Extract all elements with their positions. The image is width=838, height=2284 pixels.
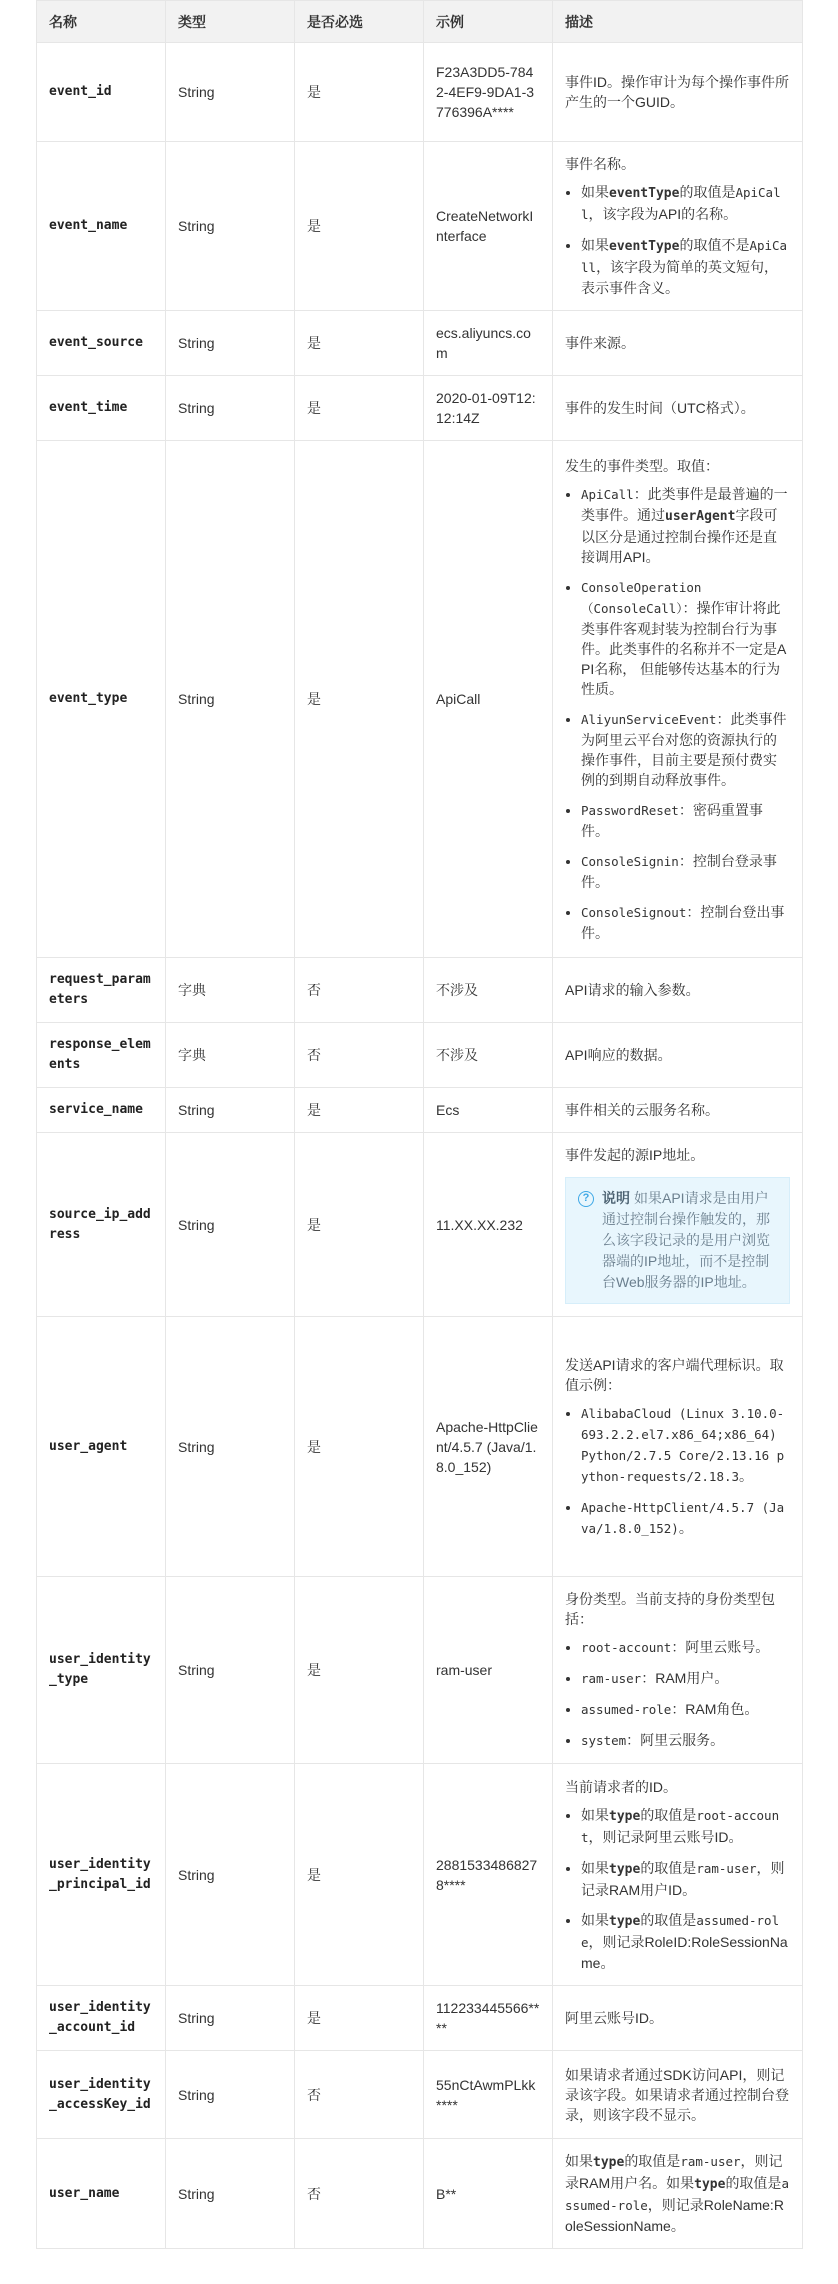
field-name: user_name <box>37 2139 166 2249</box>
field-description: API响应的数据。 <box>553 1023 803 1088</box>
header-description: 描述 <box>553 1 803 43</box>
field-type: String <box>166 1764 295 1986</box>
header-required: 是否必选 <box>295 1 424 43</box>
field-required: 否 <box>295 1023 424 1088</box>
field-type: String <box>166 43 295 142</box>
field-required: 否 <box>295 2139 424 2249</box>
field-example: B** <box>424 2139 553 2249</box>
help-icon: ? <box>578 1191 594 1207</box>
field-required: 是 <box>295 311 424 376</box>
field-required: 是 <box>295 142 424 311</box>
header-example: 示例 <box>424 1 553 43</box>
field-type: String <box>166 1577 295 1764</box>
field-type: 字典 <box>166 1023 295 1088</box>
field-type: String <box>166 1986 295 2051</box>
list-item: • 如果eventType的取值是ApiCall，该字段为API的名称。 <box>581 182 790 225</box>
list-item: • assumed-role：RAM角色。 <box>581 1699 790 1720</box>
field-name: event_id <box>37 43 166 142</box>
field-required: 是 <box>295 1088 424 1133</box>
field-name: event_source <box>37 311 166 376</box>
field-required: 是 <box>295 1577 424 1764</box>
field-name: response_elements <box>37 1023 166 1088</box>
field-example: 28815334868278**** <box>424 1764 553 1986</box>
field-name: event_name <box>37 142 166 311</box>
field-name: request_parameters <box>37 958 166 1023</box>
table-row <box>37 2051 803 2139</box>
field-example: F23A3DD5-7842-4EF9-9DA1-3776396A**** <box>424 43 553 142</box>
field-type: String <box>166 142 295 311</box>
field-example: ecs.aliyuncs.com <box>424 311 553 376</box>
table-row <box>37 441 803 958</box>
field-type: String <box>166 311 295 376</box>
field-description: 发生的事件类型。取值： • ApiCall：此类事件是最普遍的一类事件。通过userAgent字段可以区分是通过控制台操作还是直接调用API。 • ConsoleOperation （ConsoleCall）：操作审计将此类事件客观封装为控制台行为事件。此类事件的名称并不一定是API名称， 但能够传达基本的行为性质。 • AliyunServiceEvent：此类事件为阿里云平台对您的资源执行的操作事件，目前主要是预付费实例的到期自动释放事件。 • PasswordReset：密码重置事件。 • ConsoleSignin：控制台登录事件。 • ConsoleSignout：控制台登出事件。 <box>553 441 803 958</box>
field-type: String <box>166 1088 295 1133</box>
table-row <box>37 1986 803 2051</box>
list-item: • AlibabaCloud (Linux 3.10.0-693.2.2.el7.x86_64;x86_64) Python/2.7.5 Core/2.13.16 python-requests/2.18.3。 <box>581 1403 790 1487</box>
field-name: source_ip_address <box>37 1133 166 1317</box>
table-row <box>37 311 803 376</box>
field-type: String <box>166 441 295 958</box>
list-item: • 如果type的取值是assumed-role，则记录RoleID:RoleSessionName。 <box>581 1910 790 1973</box>
field-example: ram-user <box>424 1577 553 1764</box>
field-required: 是 <box>295 441 424 958</box>
note-text: 如果API请求是由用户通过控制台操作触发的，那么该字段记录的是用户浏览器端的IP地址，而不是控制台Web服务器的IP地址。 <box>602 1190 770 1290</box>
list-item: • Apache-HttpClient/4.5.7 (Java/1.8.0_152)。 <box>581 1497 790 1539</box>
field-description: API请求的输入参数。 <box>553 958 803 1023</box>
table-row <box>37 43 803 142</box>
list-item: • ConsoleOperation （ConsoleCall）：操作审计将此类事件客观封装为控制台行为事件。此类事件的名称并不一定是API名称， 但能够传达基本的行为性质。 <box>581 577 790 699</box>
list-item: • 如果eventType的取值不是ApiCall，该字段为简单的英文短句，表示事件含义。 <box>581 235 790 298</box>
field-name: user_identity_principal_id <box>37 1764 166 1986</box>
field-description: 阿里云账号ID。 <box>553 1986 803 2051</box>
field-example: 不涉及 <box>424 958 553 1023</box>
field-type: String <box>166 2139 295 2249</box>
table-row <box>37 142 803 311</box>
table-header-row <box>37 1 803 43</box>
list-item: • 如果type的取值是root-account，则记录阿里云账号ID。 <box>581 1805 790 1848</box>
list-item: • ApiCall：此类事件是最普遍的一类事件。通过userAgent字段可以区分是通过控制台操作还是直接调用API。 <box>581 484 790 567</box>
field-description: 当前请求者的ID。 • 如果type的取值是root-account，则记录阿里云账号ID。 • 如果type的取值是ram-user，则记录RAM用户ID。 • 如果type的取值是assumed-role，则记录RoleID:RoleSessionName。 <box>553 1764 803 1986</box>
field-name: service_name <box>37 1088 166 1133</box>
field-type: String <box>166 1133 295 1317</box>
field-description: 事件名称。 • 如果eventType的取值是ApiCall，该字段为API的名称。 • 如果eventType的取值不是ApiCall，该字段为简单的英文短句，表示事件含义。 <box>553 142 803 311</box>
field-required: 否 <box>295 2051 424 2139</box>
table-row <box>37 1764 803 1986</box>
table-row <box>37 1023 803 1088</box>
note-box <box>565 1177 790 1304</box>
list-item: • AliyunServiceEvent：此类事件为阿里云平台对您的资源执行的操作事件，目前主要是预付费实例的到期自动释放事件。 <box>581 709 790 790</box>
field-example: Apache-HttpClient/4.5.7 (Java/1.8.0_152) <box>424 1317 553 1577</box>
field-description: 事件相关的云服务名称。 <box>553 1088 803 1133</box>
field-example: 55nCtAwmPLkk**** <box>424 2051 553 2139</box>
header-name: 名称 <box>37 1 166 43</box>
list-item: • PasswordReset：密码重置事件。 <box>581 800 790 841</box>
field-required: 是 <box>295 43 424 142</box>
field-required: 是 <box>295 1317 424 1577</box>
field-name: user_identity_type <box>37 1577 166 1764</box>
field-required: 是 <box>295 1133 424 1317</box>
field-description: 事件发起的源IP地址。 ? 说明 如果API请求是由用户通过控制台操作触发的，那么该字段记录的是用户浏览器端的IP地址，而不是控制台Web服务器的IP地址。 <box>553 1133 803 1317</box>
field-example: 11.XX.XX.232 <box>424 1133 553 1317</box>
table-row <box>37 1317 803 1577</box>
field-name: user_agent <box>37 1317 166 1577</box>
table-row <box>37 376 803 441</box>
field-description: 身份类型。当前支持的身份类型包括： • root-account：阿里云账号。 • ram-user：RAM用户。 • assumed-role：RAM角色。 • system：阿里云服务。 <box>553 1577 803 1764</box>
list-item: • ConsoleSignin：控制台登录事件。 <box>581 851 790 892</box>
table-row <box>37 1088 803 1133</box>
table-row <box>37 958 803 1023</box>
list-item: • 如果type的取值是ram-user，则记录RAM用户ID。 <box>581 1858 790 1900</box>
field-type: 字典 <box>166 958 295 1023</box>
header-type: 类型 <box>166 1 295 43</box>
field-description: 事件的发生时间（UTC格式）。 <box>553 376 803 441</box>
note-label: 说明 <box>602 1190 630 1206</box>
field-name: event_type <box>37 441 166 958</box>
list-item: • ConsoleSignout：控制台登出事件。 <box>581 902 790 943</box>
field-example: 112233445566**** <box>424 1986 553 2051</box>
field-description: 事件ID。操作审计为每个操作事件所产生的一个GUID。 <box>553 43 803 142</box>
field-example: 2020-01-09T12:12:14Z <box>424 376 553 441</box>
field-table <box>36 0 803 2249</box>
field-name: user_identity_account_id <box>37 1986 166 2051</box>
field-type: String <box>166 1317 295 1577</box>
field-required: 是 <box>295 1986 424 2051</box>
field-description: 事件来源。 <box>553 311 803 376</box>
field-required: 否 <box>295 958 424 1023</box>
table-row <box>37 1577 803 1764</box>
table-row <box>37 1133 803 1317</box>
field-description: 发送API请求的客户端代理标识。取值示例： • AlibabaCloud (Linux 3.10.0-693.2.2.el7.x86_64;x86_64) Python/2.7.5 Core/2.13.16 python-requests/2.18.3。 • Apache-HttpClient/4.5.7 (Java/1.8.0_152)。 <box>553 1317 803 1577</box>
field-description: 如果type的取值是ram-user，则记录RAM用户名。如果type的取值是assumed-role，则记录RoleName:RoleSessionName。 <box>553 2139 803 2249</box>
field-name: user_identity_accessKey_id <box>37 2051 166 2139</box>
list-item: • system：阿里云服务。 <box>581 1730 790 1751</box>
field-name: event_time <box>37 376 166 441</box>
field-type: String <box>166 2051 295 2139</box>
field-example: CreateNetworkInterface <box>424 142 553 311</box>
field-description: 如果请求者通过SDK访问API，则记录该字段。如果请求者通过控制台登录，则该字段不显示。 <box>553 2051 803 2139</box>
field-example: Ecs <box>424 1088 553 1133</box>
list-item: • root-account：阿里云账号。 <box>581 1637 790 1658</box>
list-item: • ram-user：RAM用户。 <box>581 1668 790 1689</box>
field-example: 不涉及 <box>424 1023 553 1088</box>
field-required: 是 <box>295 376 424 441</box>
field-required: 是 <box>295 1764 424 1986</box>
table-row <box>37 2139 803 2249</box>
field-type: String <box>166 376 295 441</box>
field-example: ApiCall <box>424 441 553 958</box>
